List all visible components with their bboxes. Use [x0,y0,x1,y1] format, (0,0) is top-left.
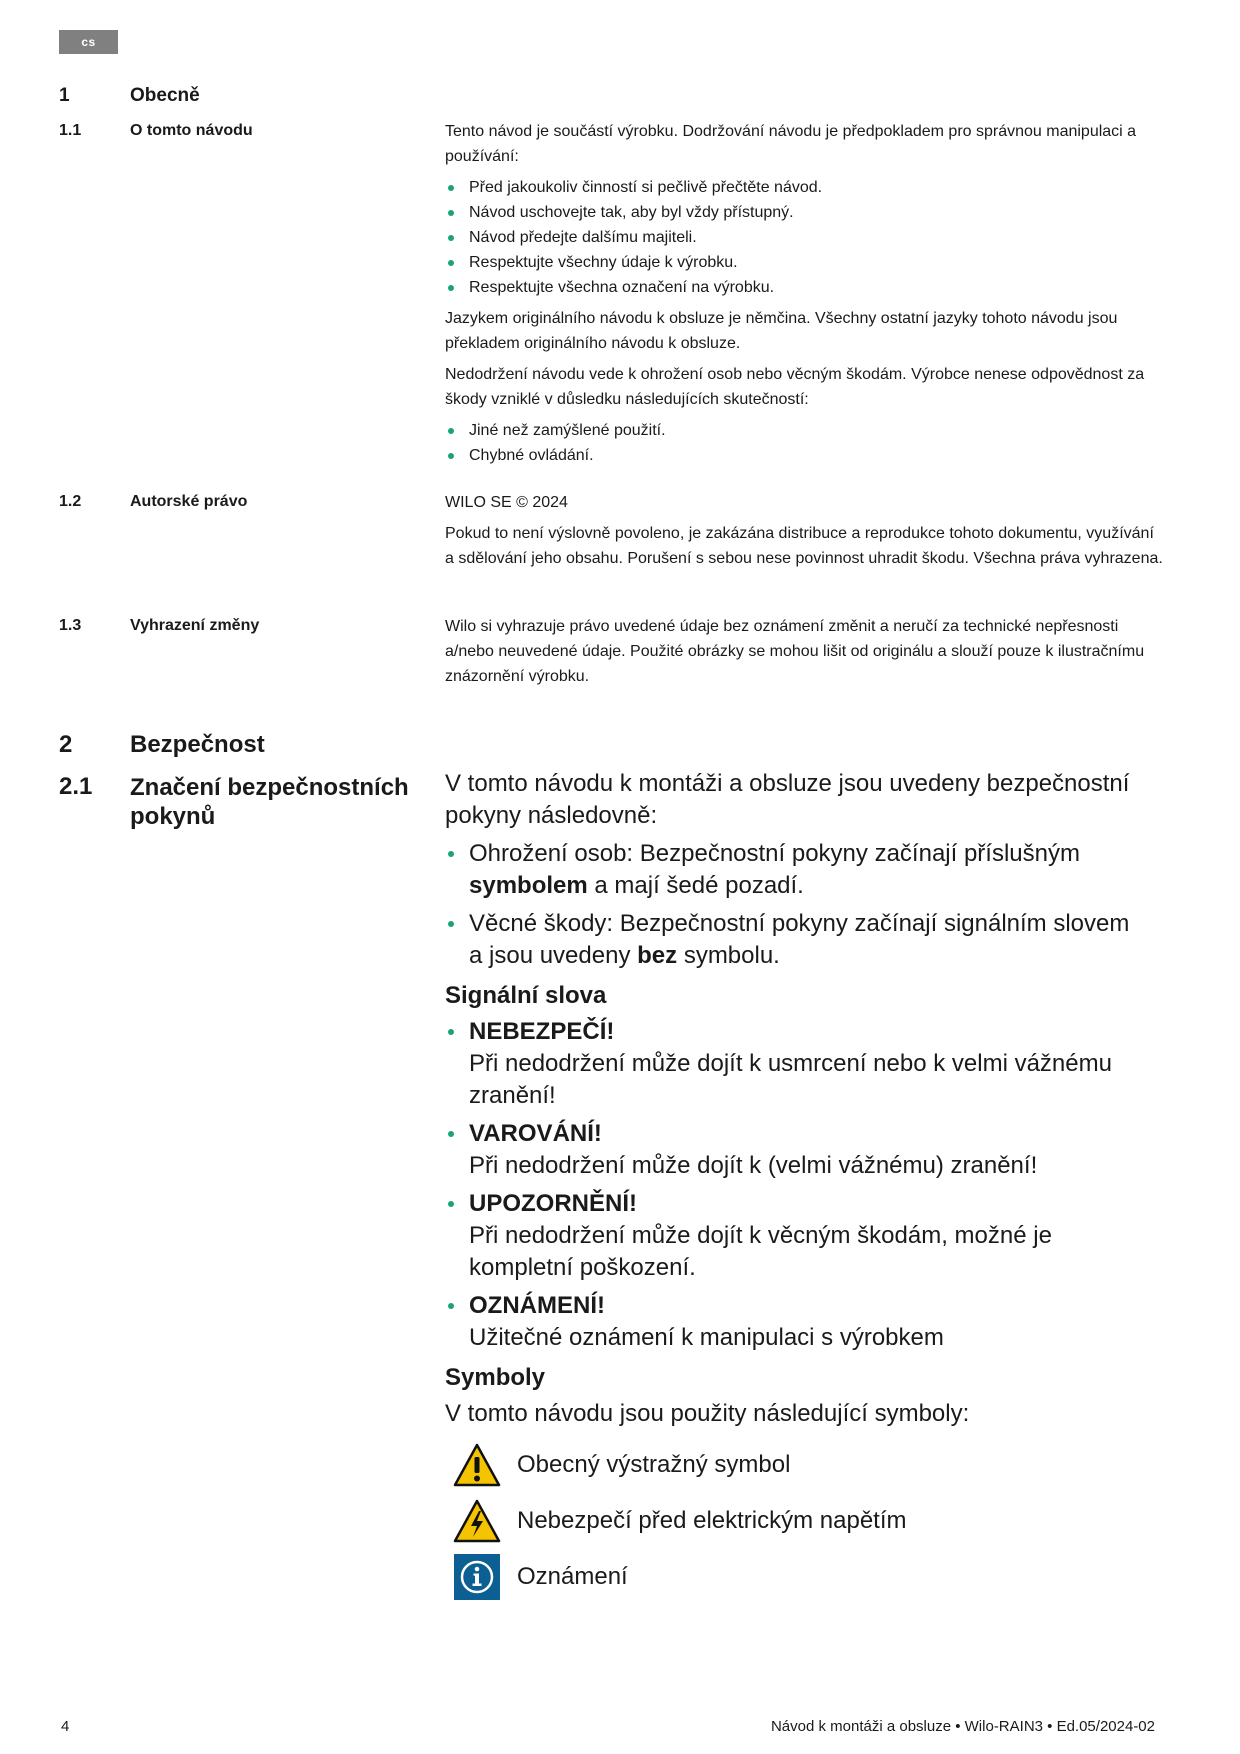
section-1-3-number: 1.3 [59,617,82,634]
text: Ohrožení osob: Bezpečnostní pokyny začínají příslušným [469,840,1080,867]
signal-word: UPOZORNĚNÍ! [469,1190,637,1217]
list-item [445,908,1145,972]
section-2-1-body [445,768,1145,1608]
signal-word: NEBEZPEČÍ! [469,1018,615,1045]
bold-text: symbolem [469,872,588,899]
text: Věcné škody: Bezpečnostní pokyny začínají signálním slovem a jsou uvedeny [469,910,1130,969]
section-2-1-number: 2.1 [59,773,93,800]
paragraph: WILO SE © 2024 [445,494,568,511]
section-1-2-title: Autorské právo [130,493,248,510]
text: symbolu. [683,942,780,969]
section-1-title: Obecně [130,85,200,106]
section-2-1-title: Značení bezpečnostních pokynů [130,774,409,830]
list-item: Návod předejte dalšímu majiteli. [445,225,1165,250]
list-item: Návod uschovejte tak, aby byl vždy přístupný. [445,200,1165,225]
paragraph: Pokud to není výslovně povoleno, je zakázána distribuce a reprodukce tohoto dokumentu, využívání a sdělování jeho obsahu. Porušení s sebou nese povinnost uhradit škodu. Všechna práva vyhrazena. [445,525,1163,567]
signal-desc: Při nedodržení může dojít k věcným škodám, možné je kompletní poškození. [469,1222,1052,1281]
language-tab: cs [59,30,118,54]
paragraph: Nedodržení návodu vede k ohrožení osob nebo věcným škodám. Výrobce nenese odpovědnost za škody vzniklé v důsledku následujících skutečností: [445,366,1145,408]
section-1-1-body [445,119,1165,474]
section-1-3-body [445,614,1165,695]
bold-text: bez [637,942,678,969]
general-warning-icon [453,1443,501,1487]
symbol-label: Nebezpečí před elektrickým napětím [517,1507,907,1534]
bullet-list [445,175,1165,300]
page-number: 4 [61,1718,70,1735]
paragraph: V tomto návodu k montáži a obsluze jsou uvedeny bezpečnostní pokyny následovně: [445,770,1130,829]
section-2-title: Bezpečnost [130,731,265,758]
section-1-1-number: 1.1 [59,122,82,139]
signal-words-list [445,1016,1145,1354]
section-1-2-number: 1.2 [59,493,82,510]
bullet-list [445,418,1165,468]
symbol-label: Oznámení [517,1563,628,1590]
signal-desc: Užitečné oznámení k manipulaci s výrobkem [469,1324,944,1351]
list-item: Před jakoukoliv činností si pečlivě přečtěte návod. [445,175,1165,200]
signal-item [445,1290,1145,1354]
list-item: Chybné ovládání. [445,443,1165,468]
signal-words-heading: Signální slova [445,982,607,1009]
section-1-number: 1 [59,85,70,106]
list-item: Respektujte všechny údaje k výrobku. [445,250,1165,275]
list-item: Jiné než zamýšlené použití. [445,418,1165,443]
section-1-1-title: O tomto návodu [130,122,253,139]
paragraph: Tento návod je součástí výrobku. Dodržování návodu je předpokladem pro správnou manipulaci a používání: [445,123,1137,165]
signal-item [445,1118,1145,1182]
bullet-list [445,838,1145,972]
list-item [445,838,1145,902]
list-item: Respektujte všechna označení na výrobku. [445,275,1165,300]
symbol-row [445,1552,1145,1602]
signal-desc: Při nedodržení může dojít k (velmi vážnému) zranění! [469,1152,1038,1179]
signal-word: OZNÁMENÍ! [469,1292,605,1319]
electrical-hazard-icon [453,1499,501,1543]
section-1-3-title: Vyhrazení změny [130,617,260,634]
symbols-heading: Symboly [445,1364,546,1391]
symbol-label: Obecný výstražný symbol [517,1451,791,1478]
symbol-row [445,1440,1145,1490]
signal-word: VAROVÁNÍ! [469,1120,602,1147]
signal-desc: Při nedodržení může dojít k usmrcení nebo k velmi vážnému zranění! [469,1050,1112,1109]
section-1-2-body [445,490,1165,577]
signal-item [445,1188,1145,1284]
symbol-row [445,1496,1145,1546]
text: a mají šedé pozadí. [594,872,804,899]
paragraph: Wilo si vyhrazuje právo uvedené údaje bez oznámení změnit a neručí za technické nepřesnosti a/nebo neuvedené údaje. Použité obrázky se mohou lišit od originálu a slouží pouze k ilustračnímu znázornění výrobku. [445,618,1145,685]
paragraph: V tomto návodu jsou použity následující symboly: [445,1400,970,1427]
paragraph: Jazykem originálního návodu k obsluze je němčina. Všechny ostatní jazyky tohoto návodu jsou překladem originálního návodu k obsluze. [445,310,1118,352]
info-icon [453,1553,501,1601]
signal-item [445,1016,1145,1112]
section-2-number: 2 [59,731,73,758]
footer-text: Návod k montáži a obsluze • Wilo-RAIN3 • Ed.05/2024-02 [770,1718,1155,1735]
